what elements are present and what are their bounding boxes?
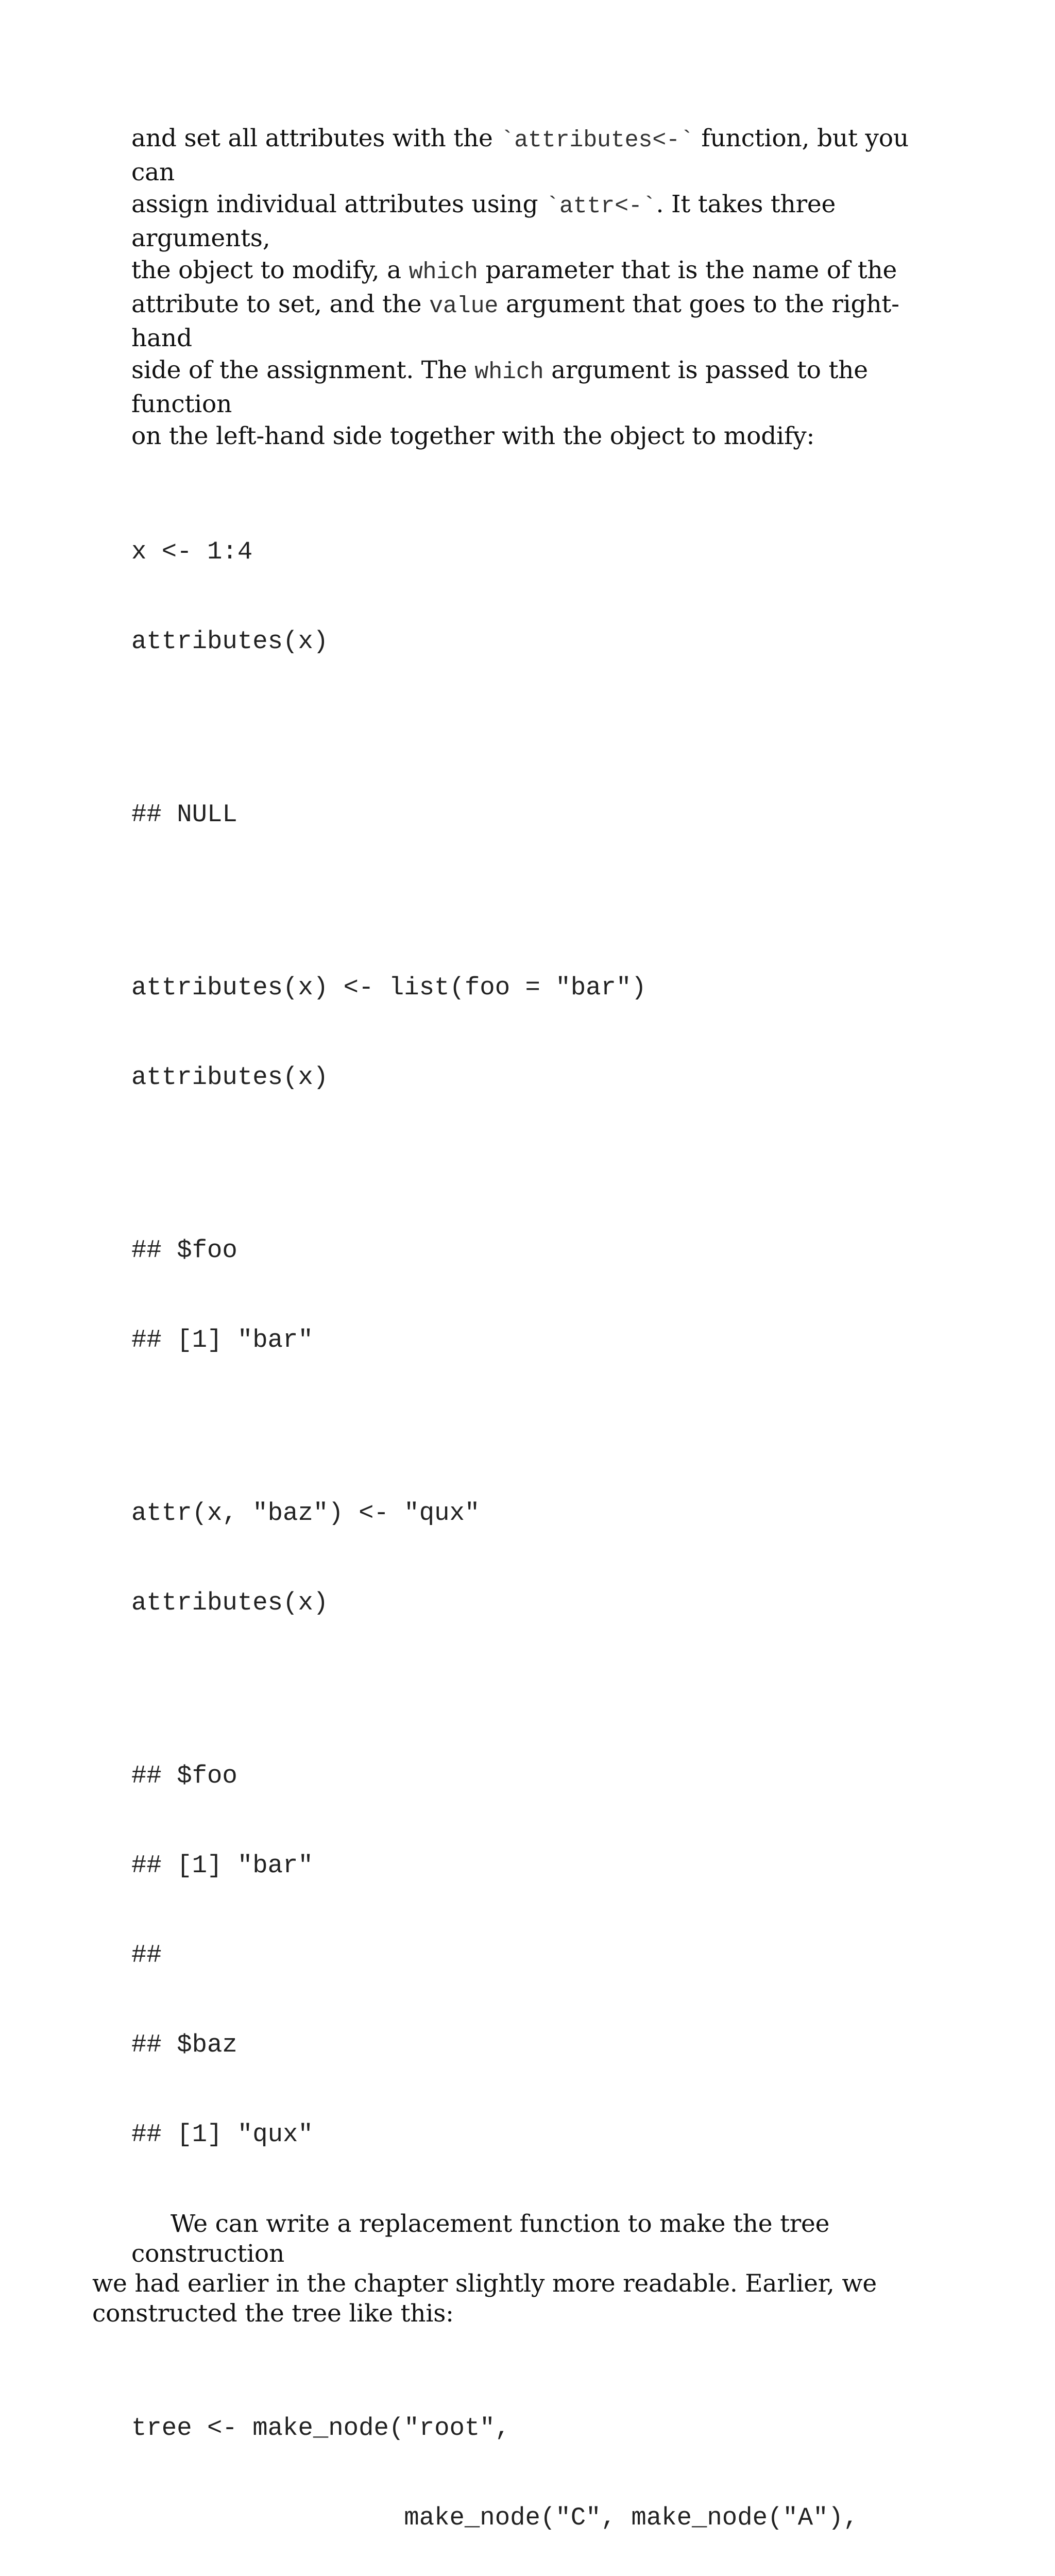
output-line: ## NULL (131, 800, 237, 829)
code-line: attributes(x) (131, 627, 329, 656)
code-line: tree <- make_node("root", (131, 2414, 511, 2443)
text: constructed the tree like this: (92, 2299, 454, 2328)
page-content (92, 123, 935, 2576)
spacer (131, 1677, 935, 1701)
text: assign individual attributes using (131, 190, 546, 218)
text: . It takes three arguments, (131, 190, 836, 252)
inline-code: `attr<-` (546, 193, 656, 219)
code-line: attributes(x) (131, 1063, 329, 1092)
output-block-1 (131, 740, 935, 889)
spacer (131, 2329, 935, 2353)
code-line: attributes(x) (131, 1588, 329, 1617)
text: the object to modify, a (131, 256, 409, 284)
spacer (131, 452, 935, 477)
output-line: ## [1] "bar" (131, 1851, 313, 1880)
spacer (131, 1415, 935, 1438)
text: and set all attributes with the (131, 124, 501, 152)
inline-code: which (409, 259, 478, 285)
code-line: make_node("C", make_node("A"), (131, 2503, 859, 2532)
spacer (131, 1152, 935, 1176)
output-line: ## $baz (131, 2030, 237, 2059)
code-block-4 (131, 2353, 935, 2576)
output-line: ## $foo (131, 1761, 237, 1790)
text: attribute to set, and the (131, 290, 430, 318)
output-line: ## $foo (131, 1236, 237, 1265)
text: argument that goes to the right-hand (131, 290, 899, 352)
code-line: attr(x, "baz") <- "qux" (131, 1499, 480, 1528)
text: we had earlier in the chapter slightly more readable. Earlier, we (92, 2269, 877, 2298)
code-line: attributes(x) <- list(foo = "bar") (131, 973, 646, 1002)
paragraph-replacement (92, 2209, 935, 2329)
paragraph-attr-intro (131, 123, 935, 452)
inline-code: which (474, 359, 544, 385)
code-block-1 (131, 477, 935, 716)
spacer (131, 889, 935, 913)
output-block-3 (131, 1701, 935, 2209)
code-line: x <- 1:4 (131, 537, 253, 566)
inline-code: value (429, 293, 499, 319)
output-line: ## (131, 1941, 162, 1970)
output-line: ## [1] "bar" (131, 1326, 313, 1354)
text: We can write a replacement function to make the tree construction (131, 2210, 830, 2268)
text: on the left-hand side together with the object to modify: (131, 422, 815, 450)
code-block-3 (131, 1438, 935, 1677)
text: side of the assignment. The (131, 356, 475, 384)
inline-code: `attributes<-` (500, 127, 694, 154)
output-block-2 (131, 1176, 935, 1415)
text: argument is passed to the function (131, 356, 868, 418)
text: parameter that is the name of the (478, 256, 897, 284)
spacer (131, 716, 935, 740)
text: function, but you can (131, 124, 909, 187)
output-line: ## [1] "qux" (131, 2120, 313, 2149)
code-block-2 (131, 913, 935, 1152)
